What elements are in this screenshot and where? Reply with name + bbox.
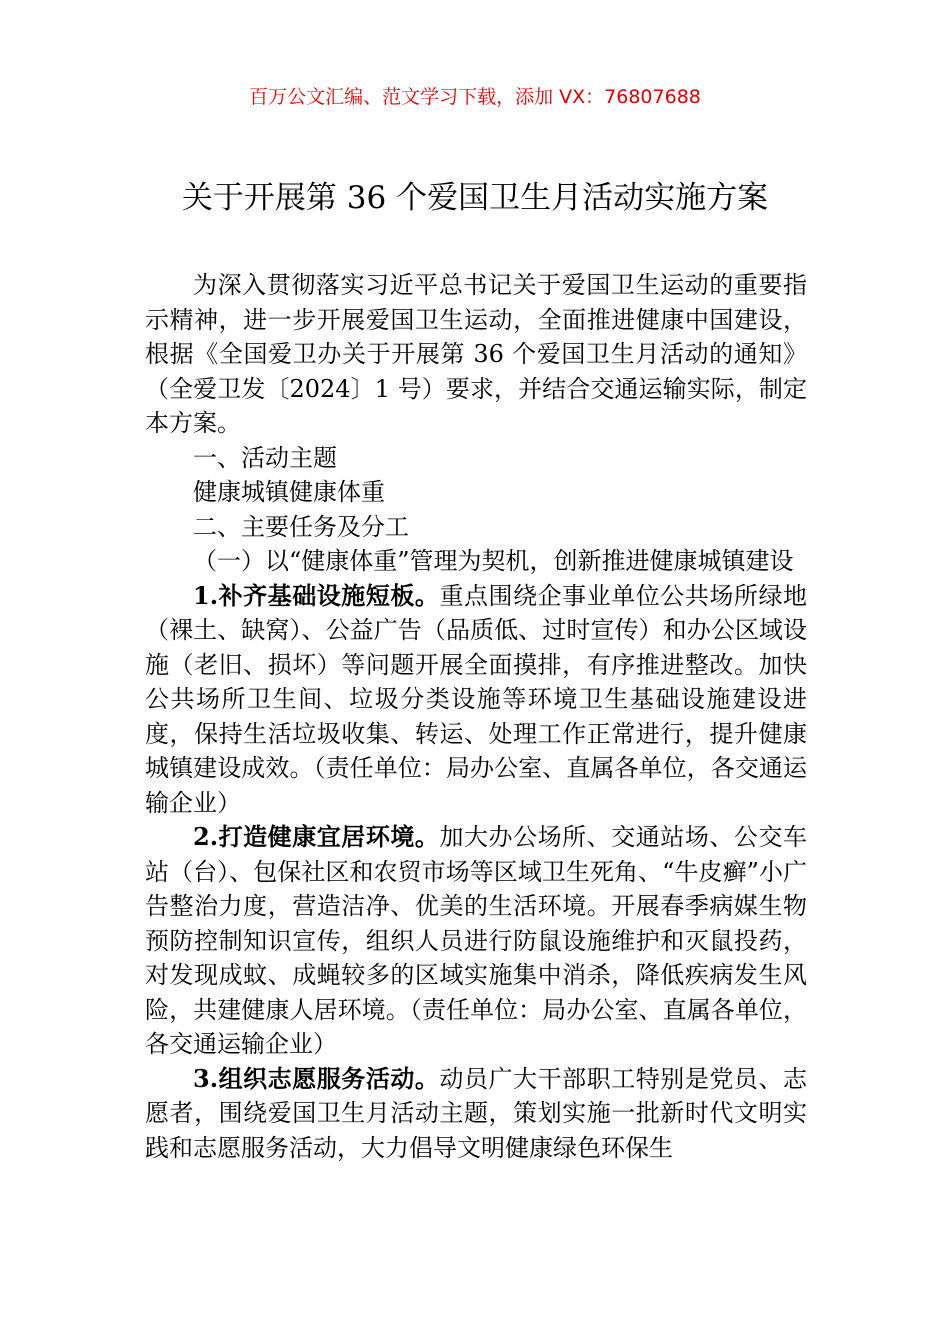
task-item-2-text: 加大办公场所、交通站场、公交车站（台）、包保社区和农贸市场等区域卫生死角、“牛皮癣”小广告整治力度，营造洁净、优美的生活环境。开展春季病媒生物预防控制知识宣传，组织人员进行防鼠设施维护和灭鼠投药，对发现成蚊、成蝇较多的区域实施集中消杀，降低疾病发生风险，共建健康人居环境。（责任单位：局办公室、直属各单位，各交通运输企业） (145, 823, 807, 1058)
task-item-2 (145, 820, 807, 1062)
document-body (145, 268, 807, 1165)
section-1-heading: 一、活动主题 (193, 443, 337, 472)
subsection-1-heading: （一）以“健康体重”管理为契机，创新推进健康城镇建设 (193, 547, 794, 575)
task-item-3-lead: 3.组织志愿服务活动。 (193, 1063, 440, 1093)
task-item-1 (145, 579, 807, 821)
intro-paragraph: 为深入贯彻落实习近平总书记关于爱国卫生运动的重要指示精神，进一步开展爱国卫生运动，全面推进健康中国建设，根据《全国爱卫办关于开展第 36 个爱国卫生月活动的通知》（全爱卫发〔2024〕1 号）要求，并结合交通运输实际，制定本方案。 (145, 271, 807, 437)
activity-theme: 健康城镇健康体重 (193, 478, 385, 506)
task-item-1-text: 重点围绕企事业单位公共场所绿地（裸土、缺窝）、公益广告（品质低、过时宣传）和办公区域设施（老旧、损坏）等问题开展全面摸排，有序推进整改。加快公共场所卫生间、垃圾分类设施等环境卫生基础设施建设进度，保持生活垃圾收集、转运、处理工作正常进行，提升健康城镇建设成效。（责任单位：局办公室、直属各单位，各交通运输企业） (145, 581, 807, 817)
document-title: 关于开展第 36 个爱国卫生月活动实施方案 (181, 180, 769, 216)
task-item-3-text: 动员广大干部职工特别是党员、志愿者，围绕爱国卫生月活动主题，策划实施一批新时代文明实践和志愿服务活动，大力倡导文明健康绿色环保生 (145, 1064, 807, 1162)
section-2-heading: 二、主要任务及分工 (193, 512, 409, 541)
task-item-1-lead: 1.补齐基础设施短板。 (193, 580, 440, 610)
task-item-2-lead: 2.打造健康宜居环境。 (193, 822, 440, 851)
header-watermark-note: 百万公文汇编、范文学习下载，添加 VX：76807688 (249, 86, 701, 108)
task-item-3 (145, 1062, 807, 1166)
